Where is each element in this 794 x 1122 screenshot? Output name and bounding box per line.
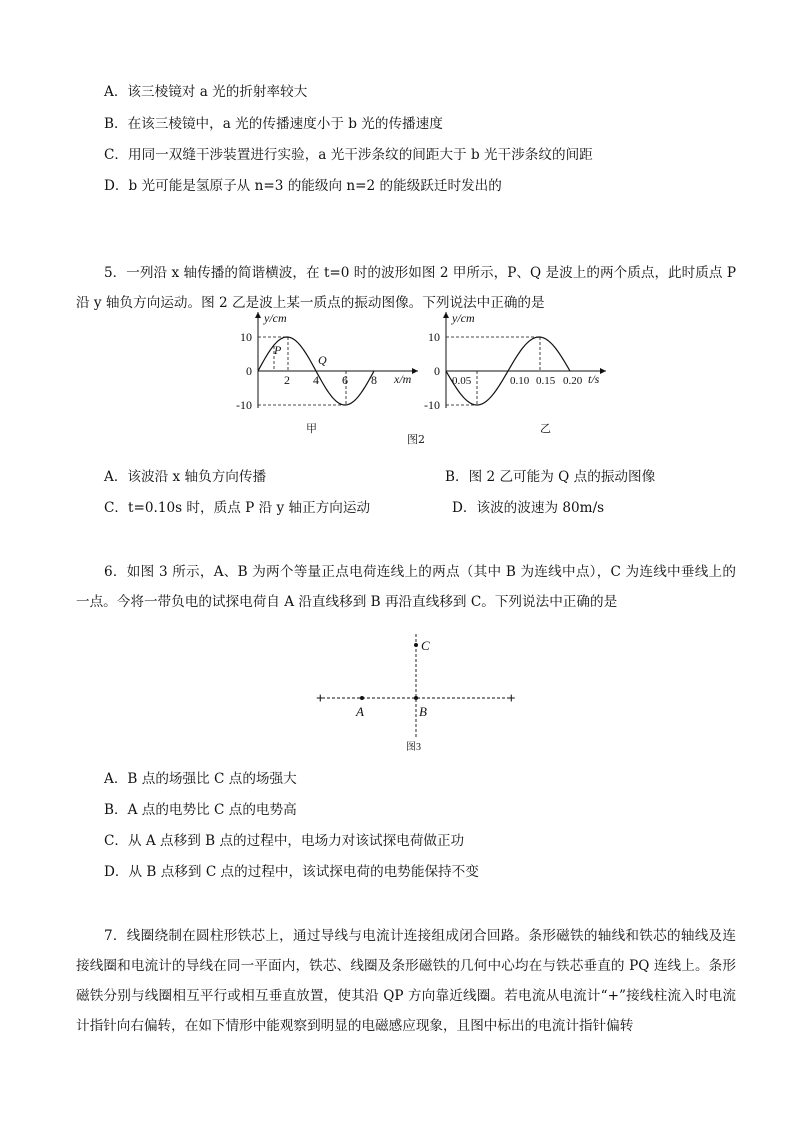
x-tick-8: 8 <box>371 373 377 387</box>
q4-option-b: B．在该三棱镜中，a 光的传播速度小于 b 光的传播速度 <box>104 116 443 132</box>
left-positive-charge: + <box>316 691 325 707</box>
point-a-label: A <box>356 704 364 719</box>
point-b-label: B <box>419 704 427 719</box>
y-tick-neg10: -10 <box>236 398 252 412</box>
q5-stem: 5．一列沿 x 轴传播的简谐横波，在 t=0 时的波形如图 2 甲所示，P、Q 是波上的两个质点，此时质点 P 沿 y 轴负方向运动。图 2 乙是波上某一质点的振动图像。下列说法中正确的是 <box>76 265 736 311</box>
q4-option-d: D．b 光可能是氢原子从 n=3 的能级向 n=2 的能级跃迁时发出的 <box>104 178 502 194</box>
t-tick-005: 0.05 <box>452 375 472 387</box>
x-tick-2: 2 <box>284 373 290 387</box>
point-c <box>414 643 418 647</box>
point-p-label: P <box>274 343 282 357</box>
y-tick-10: 10 <box>428 330 440 344</box>
y-tick-10: 10 <box>240 330 252 344</box>
figure-3-charges <box>306 628 526 756</box>
q7-stem: 7．线圈绕制在圆柱形铁芯上，通过导线与电流计连接组成闭合回路。条形磁铁的轴线和铁芯的轴线及连接线圈和电流计的导线在同一平面内，铁芯、线圈及条形磁铁的几何中心均在与铁芯垂直的 PQ 连线上。条形磁铁分别与线圈相互平行或相互垂直放置，使其沿 QP 方向靠近线圈。若电流从电流计“+”接线柱流入时电流计指针向右偏转，在如下情形中能观察到明显的电磁感应现象，且图中标出的电流计指针偏转 <box>76 928 736 1034</box>
q6-option-a: A．B 点的场强比 C 点的场强大 <box>104 771 297 787</box>
point-a <box>360 696 364 700</box>
y-axis-label: y/cm <box>452 311 475 325</box>
q4-option-c: C．用同一双缝干涉装置进行实验，a 光干涉条纹的间距大于 b 光干涉条纹的间距 <box>104 147 593 163</box>
right-positive-charge: + <box>507 691 516 707</box>
q5-option-c: C．t=0.10s 时，质点 P 沿 y 轴正方向运动 <box>104 500 371 516</box>
point-q-label: Q <box>318 353 327 367</box>
graph-b-caption: 乙 <box>540 423 551 435</box>
q5-option-d: D．该波的波速为 80m/s <box>452 500 605 516</box>
t-tick-020: 0.20 <box>563 375 583 387</box>
x-tick-6: 6 <box>342 373 348 387</box>
t-tick-010: 0.10 <box>510 375 530 387</box>
t-tick-015: 0.15 <box>536 375 556 387</box>
t-axis-label: t/s <box>588 372 600 386</box>
figure-2-graph-a <box>236 308 426 438</box>
graph-a-caption: 甲 <box>306 423 317 435</box>
x-tick-4: 4 <box>313 373 319 387</box>
y-tick-0: 0 <box>434 364 440 378</box>
figure-2-caption: 图2 <box>407 433 425 446</box>
q6-option-c: C．从 A 点移到 B 点的过程中，电场力对该试探电荷做正功 <box>104 833 465 849</box>
q5-option-a: A．该波沿 x 轴负方向传播 <box>104 469 267 485</box>
q6-stem: 6．如图 3 所示，A、B 为两个等量正点电荷连线上的两点（其中 B 为连线中点），C 为连线中垂线上的一点。今将一带负电的试探电荷自 A 沿直线移到 B 再沿直线移到 C。下列说法中正确的是 <box>76 564 736 610</box>
q6-option-d: D．从 B 点移到 C 点的过程中，该试探电荷的电势能保持不变 <box>104 864 479 880</box>
point-c-label: C <box>421 638 430 653</box>
y-tick-neg10: -10 <box>424 398 440 412</box>
figure-2-graph-b <box>422 308 612 438</box>
y-axis-label: y/cm <box>264 311 287 325</box>
q4-option-a: A．该三棱镜对 a 光的折射率较大 <box>104 84 308 100</box>
x-axis-label: x/m <box>394 372 412 386</box>
q6-option-b: B．A 点的电势比 C 点的电势高 <box>104 802 297 818</box>
point-b <box>414 696 418 700</box>
figure-3-caption: 图3 <box>406 742 421 753</box>
y-tick-0: 0 <box>246 364 252 378</box>
q5-option-b: B．图 2 乙可能为 Q 点的振动图像 <box>445 469 656 485</box>
